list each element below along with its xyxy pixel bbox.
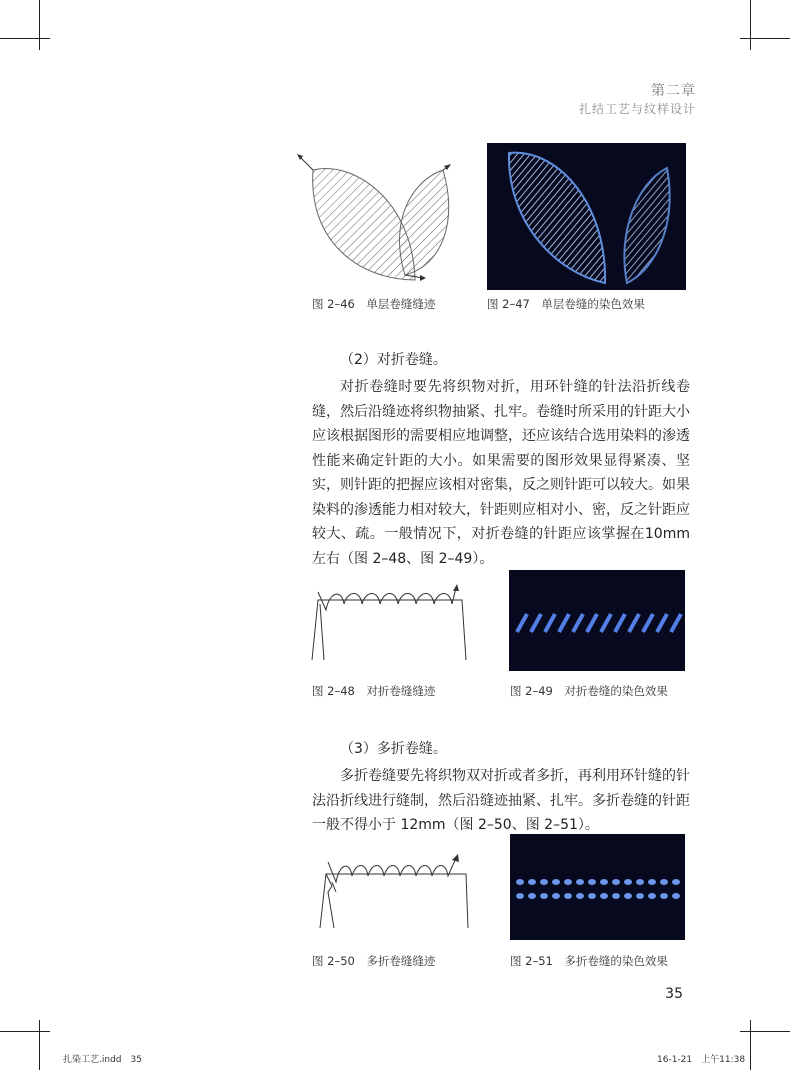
leaf-stitch-diagram: [293, 150, 463, 290]
figure-caption: 图 2–50 多折卷缝缝迹: [312, 954, 436, 968]
crop-mark: [750, 0, 751, 50]
crop-mark: [740, 38, 790, 39]
fold-stitch-diagram: [310, 582, 470, 662]
page-number: 35: [665, 986, 683, 1002]
paragraph-text: 多折卷缝要先将织物双对折或者多折，再利用环针缝的针法沿折线进行缝制，然后沿缝迹抽紧、扎牢。多折卷缝的针距一般不得小于 12mm（图 2–50、图 2–51）。: [312, 768, 690, 833]
fold-dye-photo: [509, 570, 685, 671]
chapter-subtitle: 扎结工艺与纹样设计: [578, 102, 696, 116]
crop-mark: [740, 1031, 790, 1032]
crop-mark: [0, 38, 50, 39]
body-paragraph: [312, 375, 690, 571]
figure-caption: 图 2–47 单层卷缝的染色效果: [487, 297, 645, 311]
single-layer-dye-photo: [487, 143, 686, 290]
footer-file-label: 扎染工艺.indd 35: [63, 1055, 142, 1065]
figure-caption: 图 2–48 对折卷缝缝迹: [312, 684, 436, 698]
crop-mark: [39, 0, 40, 50]
chapter-title: 第二章: [651, 83, 696, 99]
figure-caption: 图 2–49 对折卷缝的染色效果: [510, 684, 668, 698]
figure-caption: 图 2–46 单层卷缝缝迹: [312, 297, 436, 311]
body-paragraph: [312, 764, 690, 838]
crop-mark: [39, 1020, 40, 1070]
crop-mark: [750, 1020, 751, 1070]
multi-fold-stitch-diagram: [316, 852, 476, 930]
section-heading: （2）对折卷缝。: [340, 352, 447, 368]
section-heading: （3）多折卷缝。: [340, 741, 447, 757]
crop-mark: [0, 1031, 50, 1032]
multi-fold-dye-photo: [510, 834, 685, 940]
footer-timestamp: 16-1-21 上午11:38: [657, 1055, 746, 1065]
figure-caption: 图 2–51 多折卷缝的染色效果: [510, 954, 668, 968]
paragraph-text: 对折卷缝时要先将织物对折，用环针缝的针法沿折线卷缝，然后沿缝迹将织物抽紧、扎牢。卷缝时所采用的针距大小应该根据图形的需要相应地调整，还应该结合选用染料的渗透性能来确定针距的大小。如果需要的图形效果显得紧凑、坚实，则针距的把握应该相对密集，反之则针距可以较大。如果染料的渗透能力相对较大，针距则应相对小、密，反之针距应较大、疏。一般情况下，对折卷缝的针距应该掌握在10mm 左右（图 2–48、图 2–49）。: [312, 379, 690, 567]
